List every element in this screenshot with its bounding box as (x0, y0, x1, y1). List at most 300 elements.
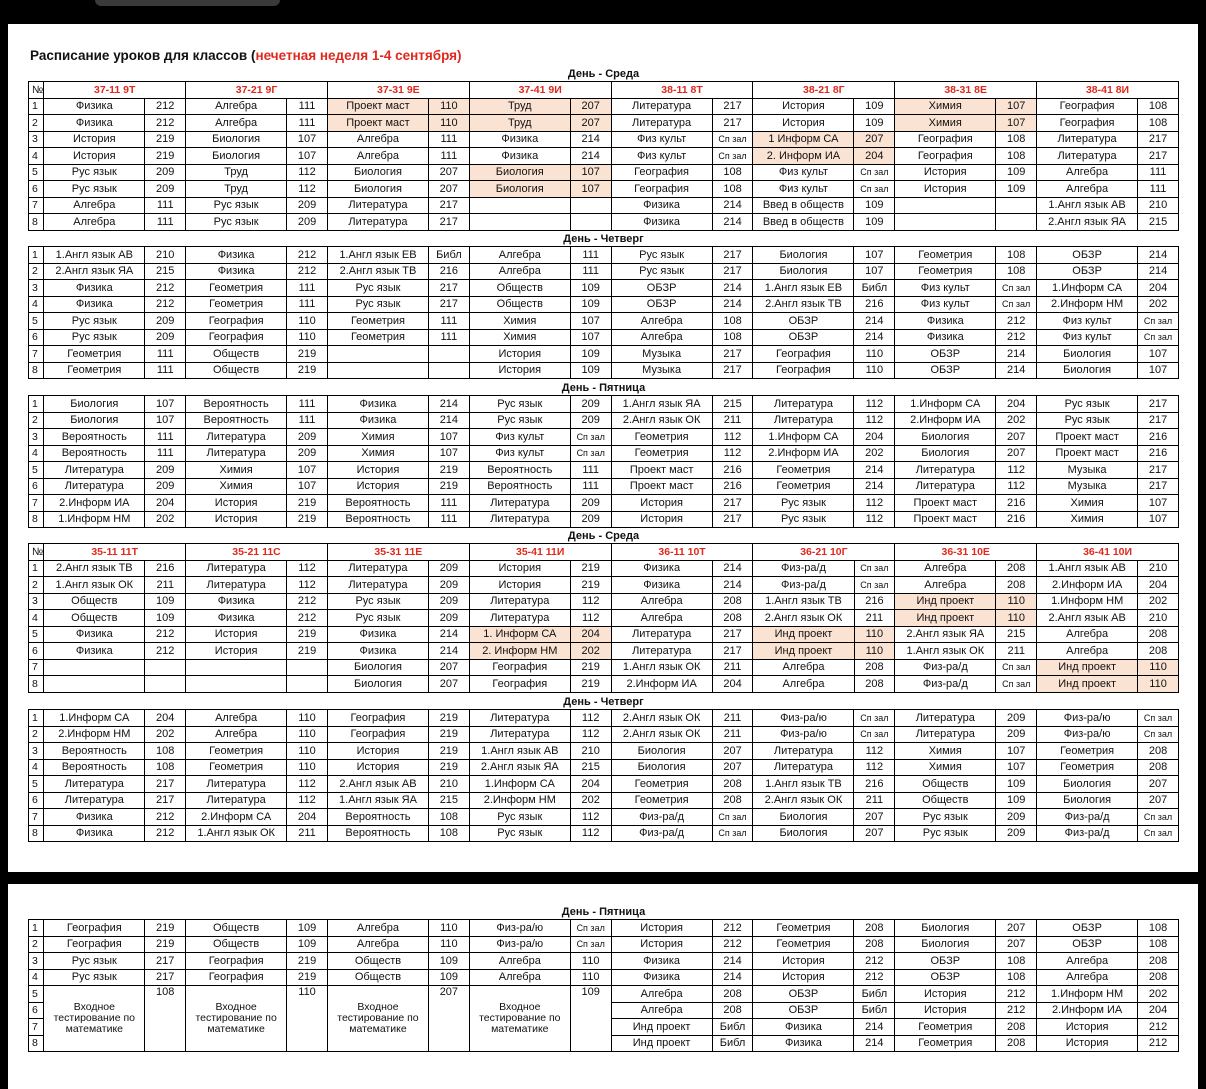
room-cell: 212 (287, 610, 328, 627)
room-cell: 107 (145, 412, 186, 429)
subject-cell: География (1037, 98, 1138, 115)
subject-cell: Физика (44, 809, 145, 826)
room-cell: 212 (287, 247, 328, 264)
schedule-table (28, 246, 1179, 379)
room-cell: 108 (1138, 98, 1179, 115)
subject-cell: Физ-ра/д (1037, 809, 1138, 826)
room-cell: 110 (1138, 659, 1179, 676)
room-cell: 110 (996, 593, 1037, 610)
subject-cell: 2.Англ язык ТВ (753, 296, 854, 313)
subject-cell: Алгебра (1037, 969, 1138, 986)
subject-cell: Физика (44, 626, 145, 643)
subject-cell: Вероятность (327, 511, 428, 528)
subject-cell: Физика (753, 1019, 854, 1036)
subject-cell: Алгебра (611, 610, 712, 627)
room-cell: 202 (570, 792, 611, 809)
room-cell: 216 (996, 511, 1037, 528)
subject-cell: Геометрия (611, 776, 712, 793)
lesson-row (29, 643, 1179, 660)
class-header: 36-31 10Е (895, 544, 1037, 561)
lesson-row (29, 164, 1179, 181)
room-cell: 215 (145, 263, 186, 280)
subject-cell: Вероятность (186, 396, 287, 413)
room-cell: 212 (1138, 1035, 1179, 1052)
day-header: День - Четверг (563, 233, 644, 245)
subject-cell: Алгебра (895, 560, 996, 577)
room-cell: 108 (145, 759, 186, 776)
subject-cell: Рус язык (44, 164, 145, 181)
subject-cell: Физика (186, 610, 287, 627)
subject-cell: Рус язык (895, 825, 996, 842)
room-cell: 219 (428, 478, 469, 495)
room-cell: 204 (854, 148, 895, 165)
subject-cell: Литература (895, 462, 996, 479)
room-cell: 210 (145, 247, 186, 264)
subject-cell: Литература (895, 478, 996, 495)
room-cell: 112 (712, 429, 753, 446)
lesson-row (29, 920, 1179, 937)
lesson-number: 1 (29, 396, 44, 413)
room-cell: 107 (287, 462, 328, 479)
room-cell: 216 (996, 495, 1037, 512)
room-cell: 219 (145, 131, 186, 148)
subject-cell: Алгебра (1037, 626, 1138, 643)
block-a-thu (28, 233, 1179, 379)
room-cell: 109 (145, 593, 186, 610)
room-cell: 110 (287, 313, 328, 330)
lesson-row (29, 776, 1179, 793)
subject-cell: История (186, 511, 287, 528)
block-b-wed (28, 530, 1179, 693)
lesson-row (29, 610, 1179, 627)
lesson-number: 8 (29, 511, 44, 528)
room-cell: Библ (712, 1019, 753, 1036)
subject-cell: Рус язык (469, 809, 570, 826)
room-cell: 108 (996, 953, 1037, 970)
room-cell: 214 (1138, 247, 1179, 264)
room-cell: 214 (570, 148, 611, 165)
room-cell: Сп зал (854, 710, 895, 727)
lesson-number: 7 (29, 197, 44, 214)
lesson-number: 4 (29, 969, 44, 986)
lesson-row (29, 214, 1179, 231)
title-text: Расписание уроков для классов ( (30, 48, 256, 63)
subject-cell: 2.Англ язык ТВ (327, 263, 428, 280)
subject-cell: География (895, 131, 996, 148)
room-cell: 214 (712, 214, 753, 231)
room-cell: 217 (1138, 148, 1179, 165)
room-cell: 108 (428, 809, 469, 826)
subject-cell: География (186, 313, 287, 330)
lesson-number: 6 (29, 643, 44, 660)
lesson-number: 6 (29, 329, 44, 346)
room-cell: 207 (996, 920, 1037, 937)
room-cell: 212 (145, 98, 186, 115)
subject-cell: Алгебра (327, 920, 428, 937)
lesson-row (29, 181, 1179, 198)
class-header: 38-31 8Е (895, 82, 1037, 99)
lesson-row (29, 809, 1179, 826)
room-cell: 211 (996, 643, 1037, 660)
subject-cell: Литература (469, 495, 570, 512)
room-cell: 217 (145, 776, 186, 793)
subject-cell: Проект маст (895, 511, 996, 528)
room-cell: 204 (1138, 1002, 1179, 1019)
subject-cell: История (469, 346, 570, 363)
subject-cell: Геометрия (44, 362, 145, 379)
room-cell: 112 (570, 825, 611, 842)
subject-cell: 1.Англ язык АВ (469, 743, 570, 760)
subject-cell: ОБЗР (1037, 263, 1138, 280)
subject-cell: 2.Англ язык АВ (1037, 610, 1138, 627)
room-cell: 209 (287, 445, 328, 462)
subject-cell: Рус язык (611, 263, 712, 280)
room-cell: 110 (287, 710, 328, 727)
room-cell: 208 (996, 1035, 1037, 1052)
room-cell: Сп зал (1138, 313, 1179, 330)
subject-cell: Вероятность (327, 495, 428, 512)
lesson-row (29, 247, 1179, 264)
subject-cell: Инд проект (753, 626, 854, 643)
room-cell: Сп зал (712, 131, 753, 148)
subject-cell: ОБЗР (895, 953, 996, 970)
subject-cell: Рус язык (1037, 412, 1138, 429)
room-cell: 208 (712, 610, 753, 627)
room-cell: 212 (996, 986, 1037, 1003)
subject-cell: Биология (327, 676, 428, 693)
room-cell: 204 (854, 429, 895, 446)
room-cell: 109 (145, 610, 186, 627)
subject-cell: Рус язык (753, 511, 854, 528)
room-cell: 217 (145, 953, 186, 970)
lesson-row (29, 98, 1179, 115)
lesson-number: 8 (29, 362, 44, 379)
room-cell: 108 (712, 329, 753, 346)
lesson-row (29, 296, 1179, 313)
subject-cell: 1. Информ СА (469, 626, 570, 643)
lesson-row (29, 263, 1179, 280)
room-cell: 112 (570, 593, 611, 610)
room-cell: 204 (996, 396, 1037, 413)
subject-cell: Рус язык (469, 825, 570, 842)
room-cell: 219 (428, 759, 469, 776)
lesson-row (29, 148, 1179, 165)
room-cell: 212 (712, 936, 753, 953)
room-cell (996, 197, 1037, 214)
subject-cell: 1.Информ СА (1037, 280, 1138, 297)
subject-cell: Инд проект (1037, 659, 1138, 676)
subject-cell: 2.Англ язык ОК (611, 710, 712, 727)
lesson-number: 1 (29, 560, 44, 577)
room-cell: 110 (854, 346, 895, 363)
subject-cell: Биология (186, 131, 287, 148)
class-header: 37-21 9Г (186, 82, 328, 99)
subject-cell: Биология (186, 148, 287, 165)
lesson-number: 3 (29, 593, 44, 610)
subject-cell: Физика (186, 263, 287, 280)
subject-cell: Химия (186, 462, 287, 479)
subject-cell (895, 214, 996, 231)
subject-cell: Литература (611, 643, 712, 660)
room-cell: 217 (712, 511, 753, 528)
subject-cell: Обществ (469, 296, 570, 313)
room-cell: 108 (996, 247, 1037, 264)
room-cell: 219 (145, 920, 186, 937)
room-cell: 202 (1138, 986, 1179, 1003)
room-cell: 112 (287, 577, 328, 594)
room-cell: 111 (570, 462, 611, 479)
subject-cell: Геометрия (327, 329, 428, 346)
subject-cell: История (186, 643, 287, 660)
room-cell: 208 (712, 986, 753, 1003)
room-cell: 216 (854, 593, 895, 610)
room-cell: 212 (854, 969, 895, 986)
subject-cell: 1.Англ язык ЕВ (753, 280, 854, 297)
lesson-row (29, 429, 1179, 446)
class-header: 37-31 9Е (327, 82, 469, 99)
lesson-row (29, 495, 1179, 512)
subject-cell: 2.Информ ИА (895, 412, 996, 429)
subject-cell: Инд проект (611, 1019, 712, 1036)
room-cell: 211 (854, 610, 895, 627)
subject-cell: Проект маст (1037, 429, 1138, 446)
subject-cell: Алгебра (611, 313, 712, 330)
subject-cell: ОБЗР (753, 1002, 854, 1019)
room-cell: 202 (145, 511, 186, 528)
subject-cell: Физ-ра/ю (469, 936, 570, 953)
subject-cell: История (327, 478, 428, 495)
subject-cell: Вероятность (44, 429, 145, 446)
room-cell: 208 (854, 659, 895, 676)
room-cell: 219 (428, 462, 469, 479)
room-cell: 208 (712, 792, 753, 809)
room-cell: 107 (570, 164, 611, 181)
room-cell: 209 (145, 478, 186, 495)
subject-cell: ОБЗР (611, 280, 712, 297)
room-cell: 209 (428, 577, 469, 594)
room-cell: 110 (570, 969, 611, 986)
subject-cell: История (469, 362, 570, 379)
room-cell: 211 (287, 825, 328, 842)
subject-cell: География (327, 726, 428, 743)
room-cell: 208 (712, 1002, 753, 1019)
room-cell (287, 676, 328, 693)
room-cell: 208 (1138, 643, 1179, 660)
subject-cell: Рус язык (186, 197, 287, 214)
room-cell: 212 (1138, 1019, 1179, 1036)
room-cell: 110 (287, 329, 328, 346)
number-header: № (29, 544, 44, 561)
room-cell: 214 (854, 478, 895, 495)
subject-cell: Вероятность (44, 445, 145, 462)
room-cell: 110 (996, 610, 1037, 627)
lesson-number: 4 (29, 296, 44, 313)
room-cell: 202 (145, 726, 186, 743)
room-cell: Сп зал (712, 825, 753, 842)
room-cell: 214 (712, 560, 753, 577)
subject-cell: Физика (611, 560, 712, 577)
room-cell: 207 (428, 164, 469, 181)
subject-cell: Литература (327, 577, 428, 594)
room-cell: 107 (854, 263, 895, 280)
room-cell: 215 (712, 396, 753, 413)
subject-cell: Геометрия (753, 920, 854, 937)
subject-cell: История (1037, 1035, 1138, 1052)
subject-cell: История (753, 969, 854, 986)
subject-cell: Биология (895, 920, 996, 937)
room-cell: 207 (854, 825, 895, 842)
subject-cell: Геометрия (186, 743, 287, 760)
subject-cell: История (895, 1002, 996, 1019)
room-cell: 219 (287, 626, 328, 643)
subject-cell: Физика (44, 280, 145, 297)
room-cell: 111 (287, 115, 328, 132)
lesson-number: 6 (29, 181, 44, 198)
subject-cell: 2.Англ язык ОК (753, 610, 854, 627)
subject-cell: Химия (327, 429, 428, 446)
subject-cell: География (327, 710, 428, 727)
room-cell: 217 (145, 969, 186, 986)
subject-cell: 1 Информ СА (753, 131, 854, 148)
subject-cell: География (753, 346, 854, 363)
room-cell: 207 (996, 429, 1037, 446)
room-cell: 217 (428, 214, 469, 231)
room-cell: 111 (1138, 164, 1179, 181)
room-cell: 208 (1138, 953, 1179, 970)
subject-cell: Биология (895, 429, 996, 446)
room-cell: 204 (1138, 280, 1179, 297)
room-cell: 214 (854, 313, 895, 330)
subject-cell: История (469, 560, 570, 577)
subject-cell: Физика (44, 643, 145, 660)
subject-cell: Геометрия (895, 247, 996, 264)
room-cell: 110 (1138, 676, 1179, 693)
room-cell: 219 (570, 560, 611, 577)
room-cell (428, 346, 469, 363)
subject-cell: Литература (327, 214, 428, 231)
room-cell: 109 (570, 346, 611, 363)
room-cell: 202 (1138, 296, 1179, 313)
room-cell: 219 (287, 953, 328, 970)
subject-cell: 2.Информ ИА (1037, 577, 1138, 594)
room-cell: 111 (145, 362, 186, 379)
room-cell: Библ (854, 1002, 895, 1019)
subject-cell: Рус язык (895, 809, 996, 826)
subject-cell: Биология (895, 445, 996, 462)
subject-cell: 1.Англ язык ЯА (327, 792, 428, 809)
room-cell: 110 (287, 743, 328, 760)
subject-cell: Биология (1037, 776, 1138, 793)
subject-cell: Рус язык (44, 953, 145, 970)
subject-cell (327, 346, 428, 363)
room-cell: 110 (428, 98, 469, 115)
room-cell: 209 (570, 412, 611, 429)
lesson-number: 4 (29, 445, 44, 462)
subject-cell: Физ культ (1037, 329, 1138, 346)
subject-cell: Литература (186, 776, 287, 793)
lesson-row (29, 936, 1179, 953)
room-cell: 112 (570, 809, 611, 826)
class-header: 38-21 8Г (753, 82, 895, 99)
room-cell: 111 (428, 313, 469, 330)
room-cell (145, 676, 186, 693)
lesson-number: 5 (29, 626, 44, 643)
room-cell: 107 (1138, 346, 1179, 363)
subject-cell: Алгебра (611, 593, 712, 610)
room-cell: 211 (854, 792, 895, 809)
room-cell: 214 (1138, 263, 1179, 280)
subject-cell: Обществ (186, 362, 287, 379)
subject-cell: История (611, 920, 712, 937)
subject-cell: Алгебра (327, 148, 428, 165)
room-cell: 207 (854, 809, 895, 826)
subject-cell (186, 676, 287, 693)
lesson-number: 3 (29, 429, 44, 446)
class-header: 35-31 11Е (327, 544, 469, 561)
room-cell: 112 (570, 726, 611, 743)
subject-cell: 1.Англ язык ТВ (753, 776, 854, 793)
subject-cell: 2.Информ СА (186, 809, 287, 826)
subject-cell: Введ в обществ (753, 214, 854, 231)
room-cell: 107 (854, 247, 895, 264)
class-header: 37-41 9И (469, 82, 611, 99)
lesson-number: 3 (29, 743, 44, 760)
subject-cell: Проект маст (611, 478, 712, 495)
lesson-row (29, 478, 1179, 495)
room-cell: 208 (1138, 759, 1179, 776)
room-cell: 110 (287, 759, 328, 776)
room-cell: 208 (854, 920, 895, 937)
subject-cell: География (895, 148, 996, 165)
room-cell: 110 (428, 115, 469, 132)
room-cell: 207 (996, 445, 1037, 462)
room-cell: Сп зал (1138, 726, 1179, 743)
lesson-row (29, 197, 1179, 214)
room-cell: 212 (145, 825, 186, 842)
subject-cell (327, 362, 428, 379)
room-cell: 110 (570, 953, 611, 970)
subject-cell: Геометрия (753, 478, 854, 495)
room-cell: 108 (145, 986, 186, 1052)
subject-cell: Физика (327, 412, 428, 429)
subject-cell: Литература (44, 792, 145, 809)
room-cell: 209 (145, 329, 186, 346)
subject-cell: 1.Англ язык ТВ (753, 593, 854, 610)
subject-cell: Литература (1037, 148, 1138, 165)
lesson-number: 7 (29, 1019, 44, 1036)
lesson-row (29, 953, 1179, 970)
room-cell: 219 (287, 969, 328, 986)
room-cell: 209 (570, 396, 611, 413)
room-cell: 212 (287, 593, 328, 610)
room-cell: 207 (428, 181, 469, 198)
subject-cell: Музыка (1037, 478, 1138, 495)
room-cell: 109 (428, 953, 469, 970)
subject-cell: Рус язык (1037, 396, 1138, 413)
subject-cell: ОБЗР (1037, 247, 1138, 264)
subject-cell: 2.Англ язык ЯА (1037, 214, 1138, 231)
room-cell: 112 (570, 710, 611, 727)
subject-cell: 2.Англ язык ЯА (469, 759, 570, 776)
subject-cell: 1.Англ язык ОК (44, 577, 145, 594)
room-cell (570, 197, 611, 214)
subject-cell: Биология (895, 936, 996, 953)
room-cell: Сп зал (854, 164, 895, 181)
subject-cell: Биология (469, 164, 570, 181)
room-cell: 208 (854, 936, 895, 953)
subject-cell: История (753, 98, 854, 115)
lesson-number: 1 (29, 247, 44, 264)
